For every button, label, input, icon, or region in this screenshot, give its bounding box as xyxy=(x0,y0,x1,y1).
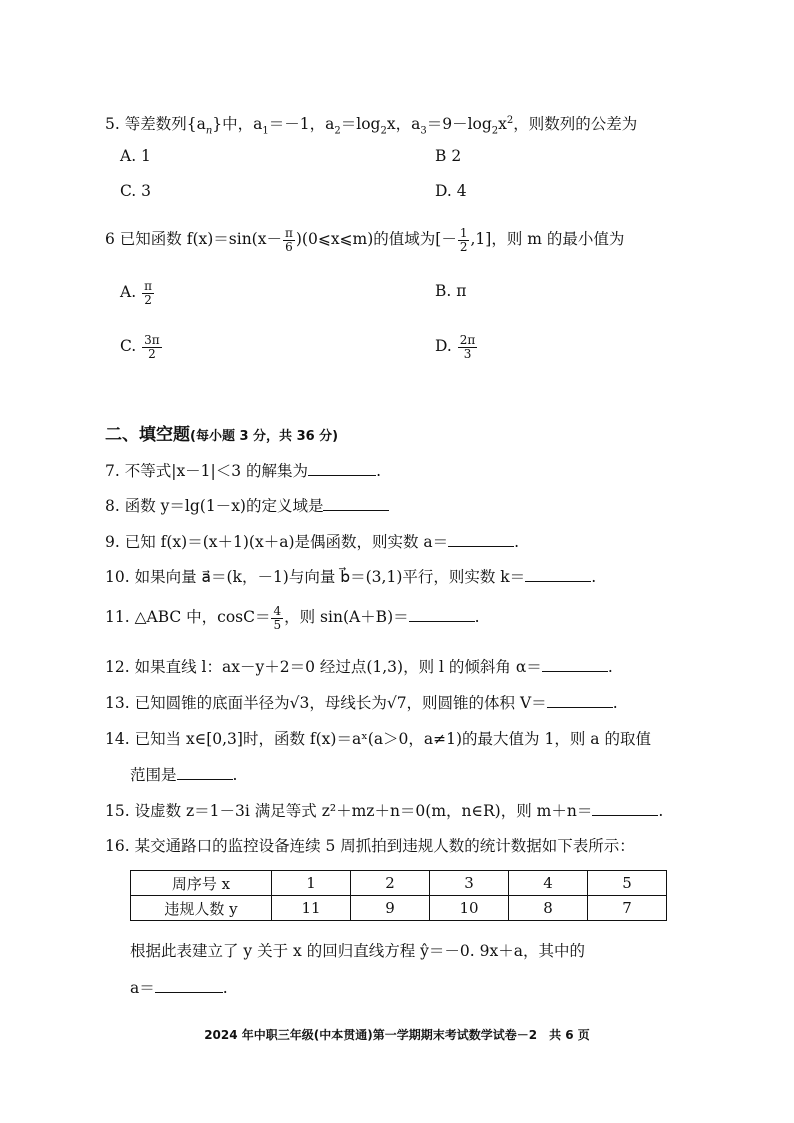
answer-blank[interactable] xyxy=(308,461,376,476)
table-cell: 11 xyxy=(272,896,351,921)
fraction-pi-over-6: $\frac{\pi}{6}$ xyxy=(284,225,293,254)
section-fill-in-title: 二、填空题(每小题 3 分，共 36 分) xyxy=(105,425,339,445)
question-5-option-d: D. 4 xyxy=(435,182,467,200)
table-header-cell: 违规人数 y xyxy=(131,896,272,921)
table-cell: 1 xyxy=(272,871,351,896)
question-8: 8. 函数 y＝lg(1－x)的定义域是 xyxy=(105,495,389,517)
question-5-option-a: A. 1 xyxy=(120,147,151,165)
question-6-option-c: C. $\frac{3\pi}{2}$ xyxy=(120,332,160,361)
answer-blank[interactable] xyxy=(155,978,223,993)
violation-stats-table xyxy=(130,870,667,921)
question-10: 10. 如果向量 a⃗＝(k，－1)与向量 b⃗＝(3,1)平行，则实数 k＝ . xyxy=(105,568,597,586)
question-5-stem: 5. 等差数列$\{a_n\}$中，$a_1=-1$，$a_2=\log_2x$，$a_3=9-\log_2x^2$，则数列的公差为 xyxy=(105,115,638,137)
answer-blank[interactable] xyxy=(323,496,389,511)
question-5-option-b: B 2 xyxy=(435,147,462,165)
answer-blank[interactable] xyxy=(542,657,608,672)
table-cell: 7 xyxy=(588,896,667,921)
question-16-answer-line: a＝ . xyxy=(130,979,228,997)
table-header-cell: 周序号 x xyxy=(131,871,272,896)
question-16: 16. 某交通路口的监控设备连续 5 周抓拍到违规人数的统计数据如下表所示： xyxy=(105,837,635,855)
answer-blank[interactable] xyxy=(525,567,591,582)
table-row xyxy=(131,896,667,921)
table-cell: 4 xyxy=(509,871,588,896)
table-cell: 3 xyxy=(430,871,509,896)
question-15: 15. 设虚数 z＝1－3i 满足等式 z²＋mz＋n＝0(m，n∈R)，则 m＋n＝ . xyxy=(105,802,664,820)
answer-blank[interactable] xyxy=(448,532,514,547)
table-cell: 10 xyxy=(430,896,509,921)
question-5-option-c: C. 3 xyxy=(120,182,152,200)
table-cell: 2 xyxy=(351,871,430,896)
question-12: 12. 如果直线 l：ax－y＋2＝0 经过点(1,3)，则 l 的倾斜角 α＝ . xyxy=(105,658,613,676)
answer-blank[interactable] xyxy=(177,765,233,780)
question-7: 7. 不等式|x－1|＜3 的解集为 . xyxy=(105,462,381,480)
answer-blank[interactable] xyxy=(592,801,658,816)
answer-blank[interactable] xyxy=(409,607,475,622)
question-6-stem: 6 已知函数 f(x)＝sin(x－ $\frac{\pi}{6}$ )(0⩽x⩽m)的值域为[－ $\frac{1}{2}$ ,1]，则 m 的最小值为 xyxy=(105,225,625,254)
question-14-continued: 范围是 . xyxy=(130,766,238,784)
question-9: 9. 已知 f(x)＝(x＋1)(x＋a)是偶函数，则实数 a＝ . xyxy=(105,533,520,551)
table-cell: 8 xyxy=(509,896,588,921)
question-6-option-a: A. $\frac{\pi}{2}$ xyxy=(120,278,152,307)
question-6-option-d: D. $\frac{2\pi}{3}$ xyxy=(435,332,476,361)
question-6-option-b: B. π xyxy=(435,282,467,300)
answer-blank[interactable] xyxy=(547,693,613,708)
question-14: 14. 已知当 x∈[0,3]时，函数 f(x)＝aˣ(a＞0，a≠1)的最大值为 1，则 a 的取值 xyxy=(105,730,651,748)
page-footer: 2024 年中职三年级(中本贯通)第一学期期末考试数学试卷－2 共 6 页 xyxy=(204,1028,590,1042)
fraction-one-half: $\frac{1}{2}$ xyxy=(459,225,468,254)
table-cell: 9 xyxy=(351,896,430,921)
question-11: 11. △ABC 中，cosC＝ $\frac{4}{5}$ ，则 sin(A＋B)＝ . xyxy=(105,603,480,632)
question-16-regression-text: 根据此表建立了 y 关于 x 的回归直线方程 ŷ＝－0. 9x＋a，其中的 xyxy=(130,942,585,960)
table-row xyxy=(131,871,667,896)
table-cell: 5 xyxy=(588,871,667,896)
question-13: 13. 已知圆锥的底面半径为√3，母线长为√7，则圆锥的体积 V＝ . xyxy=(105,694,618,712)
